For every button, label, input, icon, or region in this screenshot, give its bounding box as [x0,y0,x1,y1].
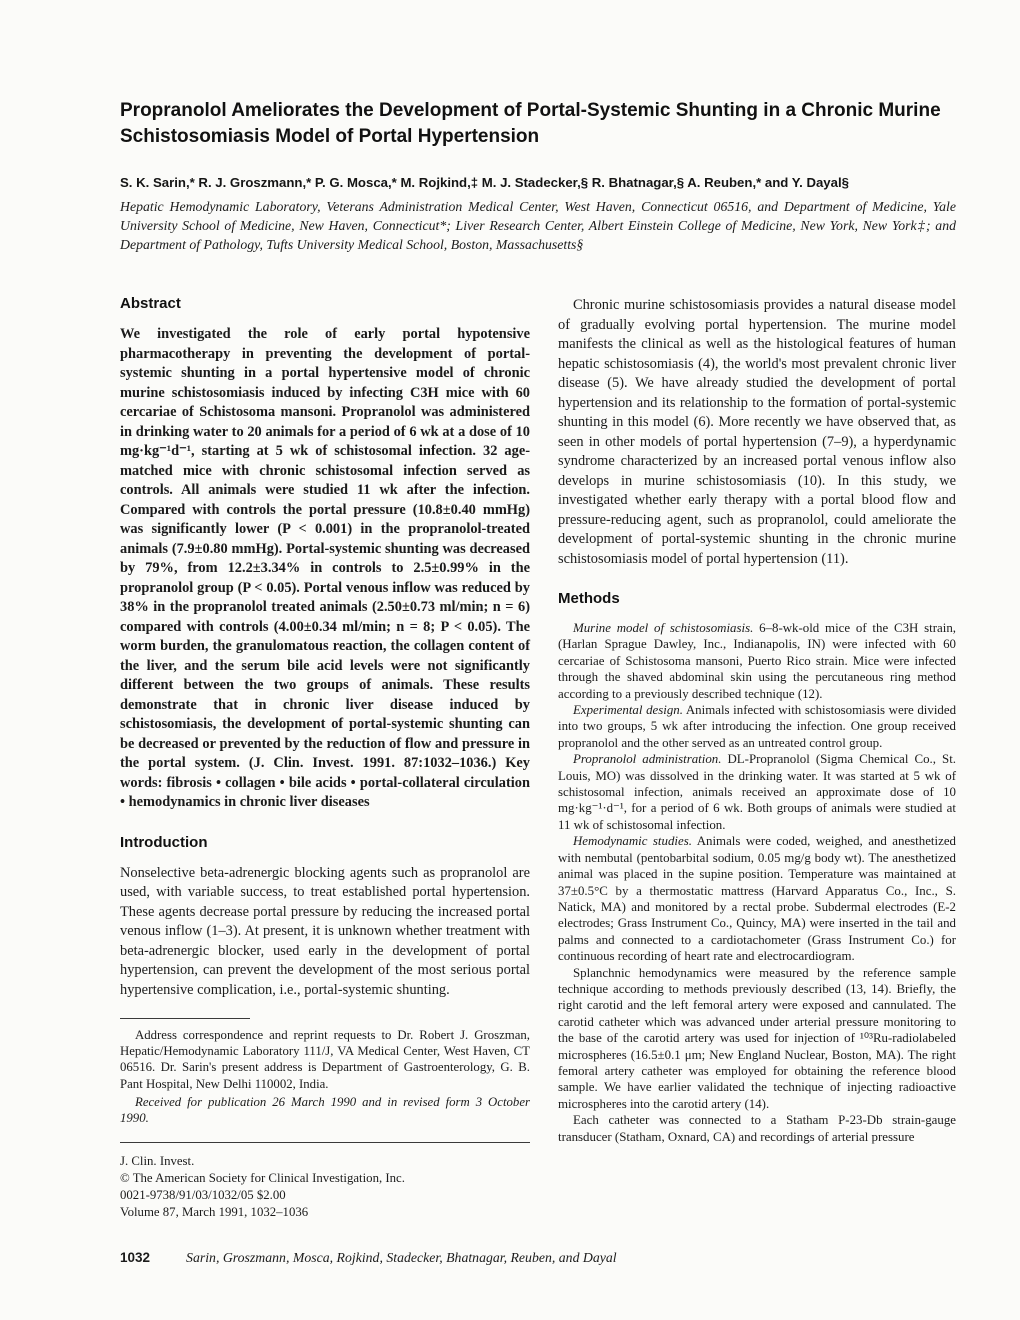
abstract-heading: Abstract [120,295,181,312]
methods-paragraph-propranolol-administration [558,751,956,833]
article-header [120,98,956,254]
abstract-text: We investigated the role of early portal hypotensive pharmacotherapy in preventing the development of portal-systemic shunting in a portal hypertensive model of chronic murine schistosomiasis induced by infecting C3H mice with 60 cercariae of Schistosoma mansoni. Propranolol was administered in drinking water to 20 animals for a period of 6 wk at a dose of 10 mg·kg⁻¹d⁻¹, starting at 5 wk of schistosomal infection. 32 age-matched mice with chronic schistosomal infection served as controls. All animals were studied 11 wk after the infection. Compared with controls the portal pressure (10.8±0.40 mmHg) was significantly lower (P < 0.001) in the propranolol-treated animals (7.9±0.80 mmHg). Portal-systemic shunting was decreased by 79%, from 12.2±3.34% in controls to 2.5±0.99% in the propranolol group (P < 0.05). Portal venous inflow was reduced by 38% in the propranolol treated animals (2.50±0.73 ml/min; n = 6) compared with controls (4.00±0.34 ml/min; n = 8; P < 0.05). The worm burden, the granulomatous reaction, the collagen content of the liver, and the serum bile acid levels were not significantly different between the two groups of animals. These results demonstrate that in chronic liver disease induced by schistosomiasis, the development of portal-systemic shunting can be decreased or prevented by the reduction of flow and pressure in the portal system. (J. Clin. Invest. 1991. 87:1032–1036.) Key words: fibrosis • collagen • bile acids • portal-collateral circulation • hemodynamics in chronic liver diseases [120,326,530,810]
right-column [558,296,956,1145]
correspondence-note: Address correspondence and reprint requests to Dr. Robert J. Groszman, Hepatic/Hemodynamic Laboratory 111/J, VA Medical Center, West Haven, CT 06516. Dr. Sarin's present address is Department of Gastroenterology, G. B. Pant Hospital, New Delhi 110002, India. [120,1028,530,1091]
page-footer [120,1250,956,1266]
affiliation: Hepatic Hemodynamic Laboratory, Veterans Administration Medical Center, West Haven, Connecticut 06516, and Department of Medicine, Yale University School of Medicine, New Haven, Connecticut*; Liver Research Center, Albert Einstein College of Medicine, New York, New York‡; and Department of Pathology, Tufts University Medical School, Boston, Massachusetts§ [120,199,956,252]
authors-line: S. K. Sarin,* R. J. Groszmann,* P. G. Mosca,* M. Rojkind,‡ M. J. Stadecker,§ R. Bhatnagar,§ A. Reuben,* and Y. Dayal§ [120,175,849,190]
journal-name: J. Clin. Invest. [120,1154,195,1169]
copyright-line: © The American Society for Clinical Investigation, Inc. [120,1171,405,1186]
paragraph-text: Animals were coded, weighed, and anesthetized with nembutal (pentobarbital sodium, 0.05 mg/g body wt). The anesthetized animal was placed in the supine position. Temperature was maintained at 37±0.5°C by a thermostatic mattress (Harvard Apparatus Co., Inc., S. Natick, MA) and monitored by a rectal probe. Subdermal electrodes (E-2 electrodes; Grass Instrument Co., Quincy, MA) were inserted in the tail and palms and connected to a cardiotachometer (Grass Instrument Co.) for continuous recording of heart rate and electrocardiogram. [558,834,956,964]
introduction-text: Nonselective beta-adrenergic blocking agents such as propranolol are used, with variable success, to treat established portal hypertension. These agents decrease portal pressure by reducing the increased portal venous inflow (1–3). At present, it is unknown whether treatment with beta-adrenergic blocker, used early in the development of portal hypertension, can prevent the development of the most serious portal hypertensive complication, i.e., portal-systemic shunting. [120,864,530,998]
article-title: Propranolol Ameliorates the Development of Portal-Systemic Shunting in a Chronic Murine Schistosomiasis Model of Portal Hypertension [120,100,941,147]
paragraph-lead: Experimental design. [573,703,683,718]
footnote-divider [120,1018,250,1019]
journal-divider [120,1142,530,1143]
methods-paragraph-experimental-design [558,702,956,751]
paragraph-text: 6–8-wk-old mice of the C3H strain, (Harlan Sprague Dawley, Inc., Indianapolis, IN) were infected with 60 cercariae of Schistosoma mansoni, Puerto Rico strain. Mice were infected through the shaved abdominal skin using the percutaneous ring method according to a previously described technique (12). [558,621,956,701]
journal-imprint [120,1153,530,1220]
opening-paragraph: Chronic murine schistosomiasis provides a natural disease model of gradually evolving portal hypertension. The murine model manifests the clinical as well as the histological features of human hepatic schistosomiasis (4), the world's most prevalent chronic liver disease (5). We have already studied the development of portal hypertension and its relationship to the formation of portal-systemic shunting in this model (6). More recently we have observed that, as seen in other models of portal hypertension (7–9), a hyperdynamic syndrome characterized by an increased portal venous inflow also develops in murine schistosomiasis (10). In this study, we investigated whether early therapy with a portal blood flow and pressure-reducing agent, such as propranolol, could ameliorate the development of portal-systemic shunting in the chronic murine schistosomiasis model of portal hypertension (11). [558,297,956,567]
paragraph-lead: Hemodynamic studies. [573,834,692,849]
paragraph-lead: Murine model of schistosomiasis. [573,621,754,635]
page-number: 1032 [120,1250,151,1265]
issn-price-line: 0021-9738/91/03/1032/05 $2.00 [120,1187,286,1202]
methods-paragraph-splanchnic-hemodynamics [558,965,956,1113]
methods-heading: Methods [558,590,620,607]
methods-paragraph-hemodynamic-studies [558,833,956,964]
methods-paragraph-catheter-transducer [558,1112,956,1145]
paragraph-text: Splanchnic hemodynamics were measured by the reference sample technique according to methods previously described (13, 14). Briefly, the right carotid and the left femoral artery were exposed and cannulated. The carotid catheter which was advanced under arterial pressure monitoring to the base of the carotid artery was used for injection of ¹⁰³Ru-radiolabeled microspheres (16.5±0.1 μm; New England Nuclear, Boston, MA). The right femoral artery catheter was employed for obtaining the reference blood sample. We have earlier validated the technique of injecting radioactive microspheres into the carotid artery (14). [558,965,956,1111]
paragraph-lead: Propranolol administration. [573,752,722,767]
paragraph-text: Each catheter was connected to a Statham P-23-Db strain-gauge transducer (Statham, Oxnard, CA) and recordings of arterial pressure [558,1113,956,1144]
two-column-body [120,296,956,1220]
methods-paragraph-murine-model [558,620,956,702]
running-authors: Sarin, Groszmann, Mosca, Rojkind, Stadecker, Bhatnagar, Reuben, and Dayal [186,1250,617,1265]
page-content [120,98,956,1220]
introduction-heading: Introduction [120,833,208,851]
paragraph-text: Animals infected with schistosomiasis were divided into two groups, 5 wk after introducing the infection. One group received propranolol and the other served as an untreated control group. [558,703,957,750]
received-note: Received for publication 26 March 1990 and in revised form 3 October 1990. [120,1094,530,1126]
paragraph-text: DL-Propranolol (Sigma Chemical Co., St. Louis, MO) was dissolved in the drinking water. It was started at 5 wk of schistosomal infection, animals received an approximate dose of 10 mg·kg⁻¹·d⁻¹, for a period of 6 wk. Both groups of animals were studied at 11 wk of schistosomal infection. [558,752,956,832]
volume-line: Volume 87, March 1991, 1032–1036 [120,1204,309,1219]
left-column [120,296,530,1220]
